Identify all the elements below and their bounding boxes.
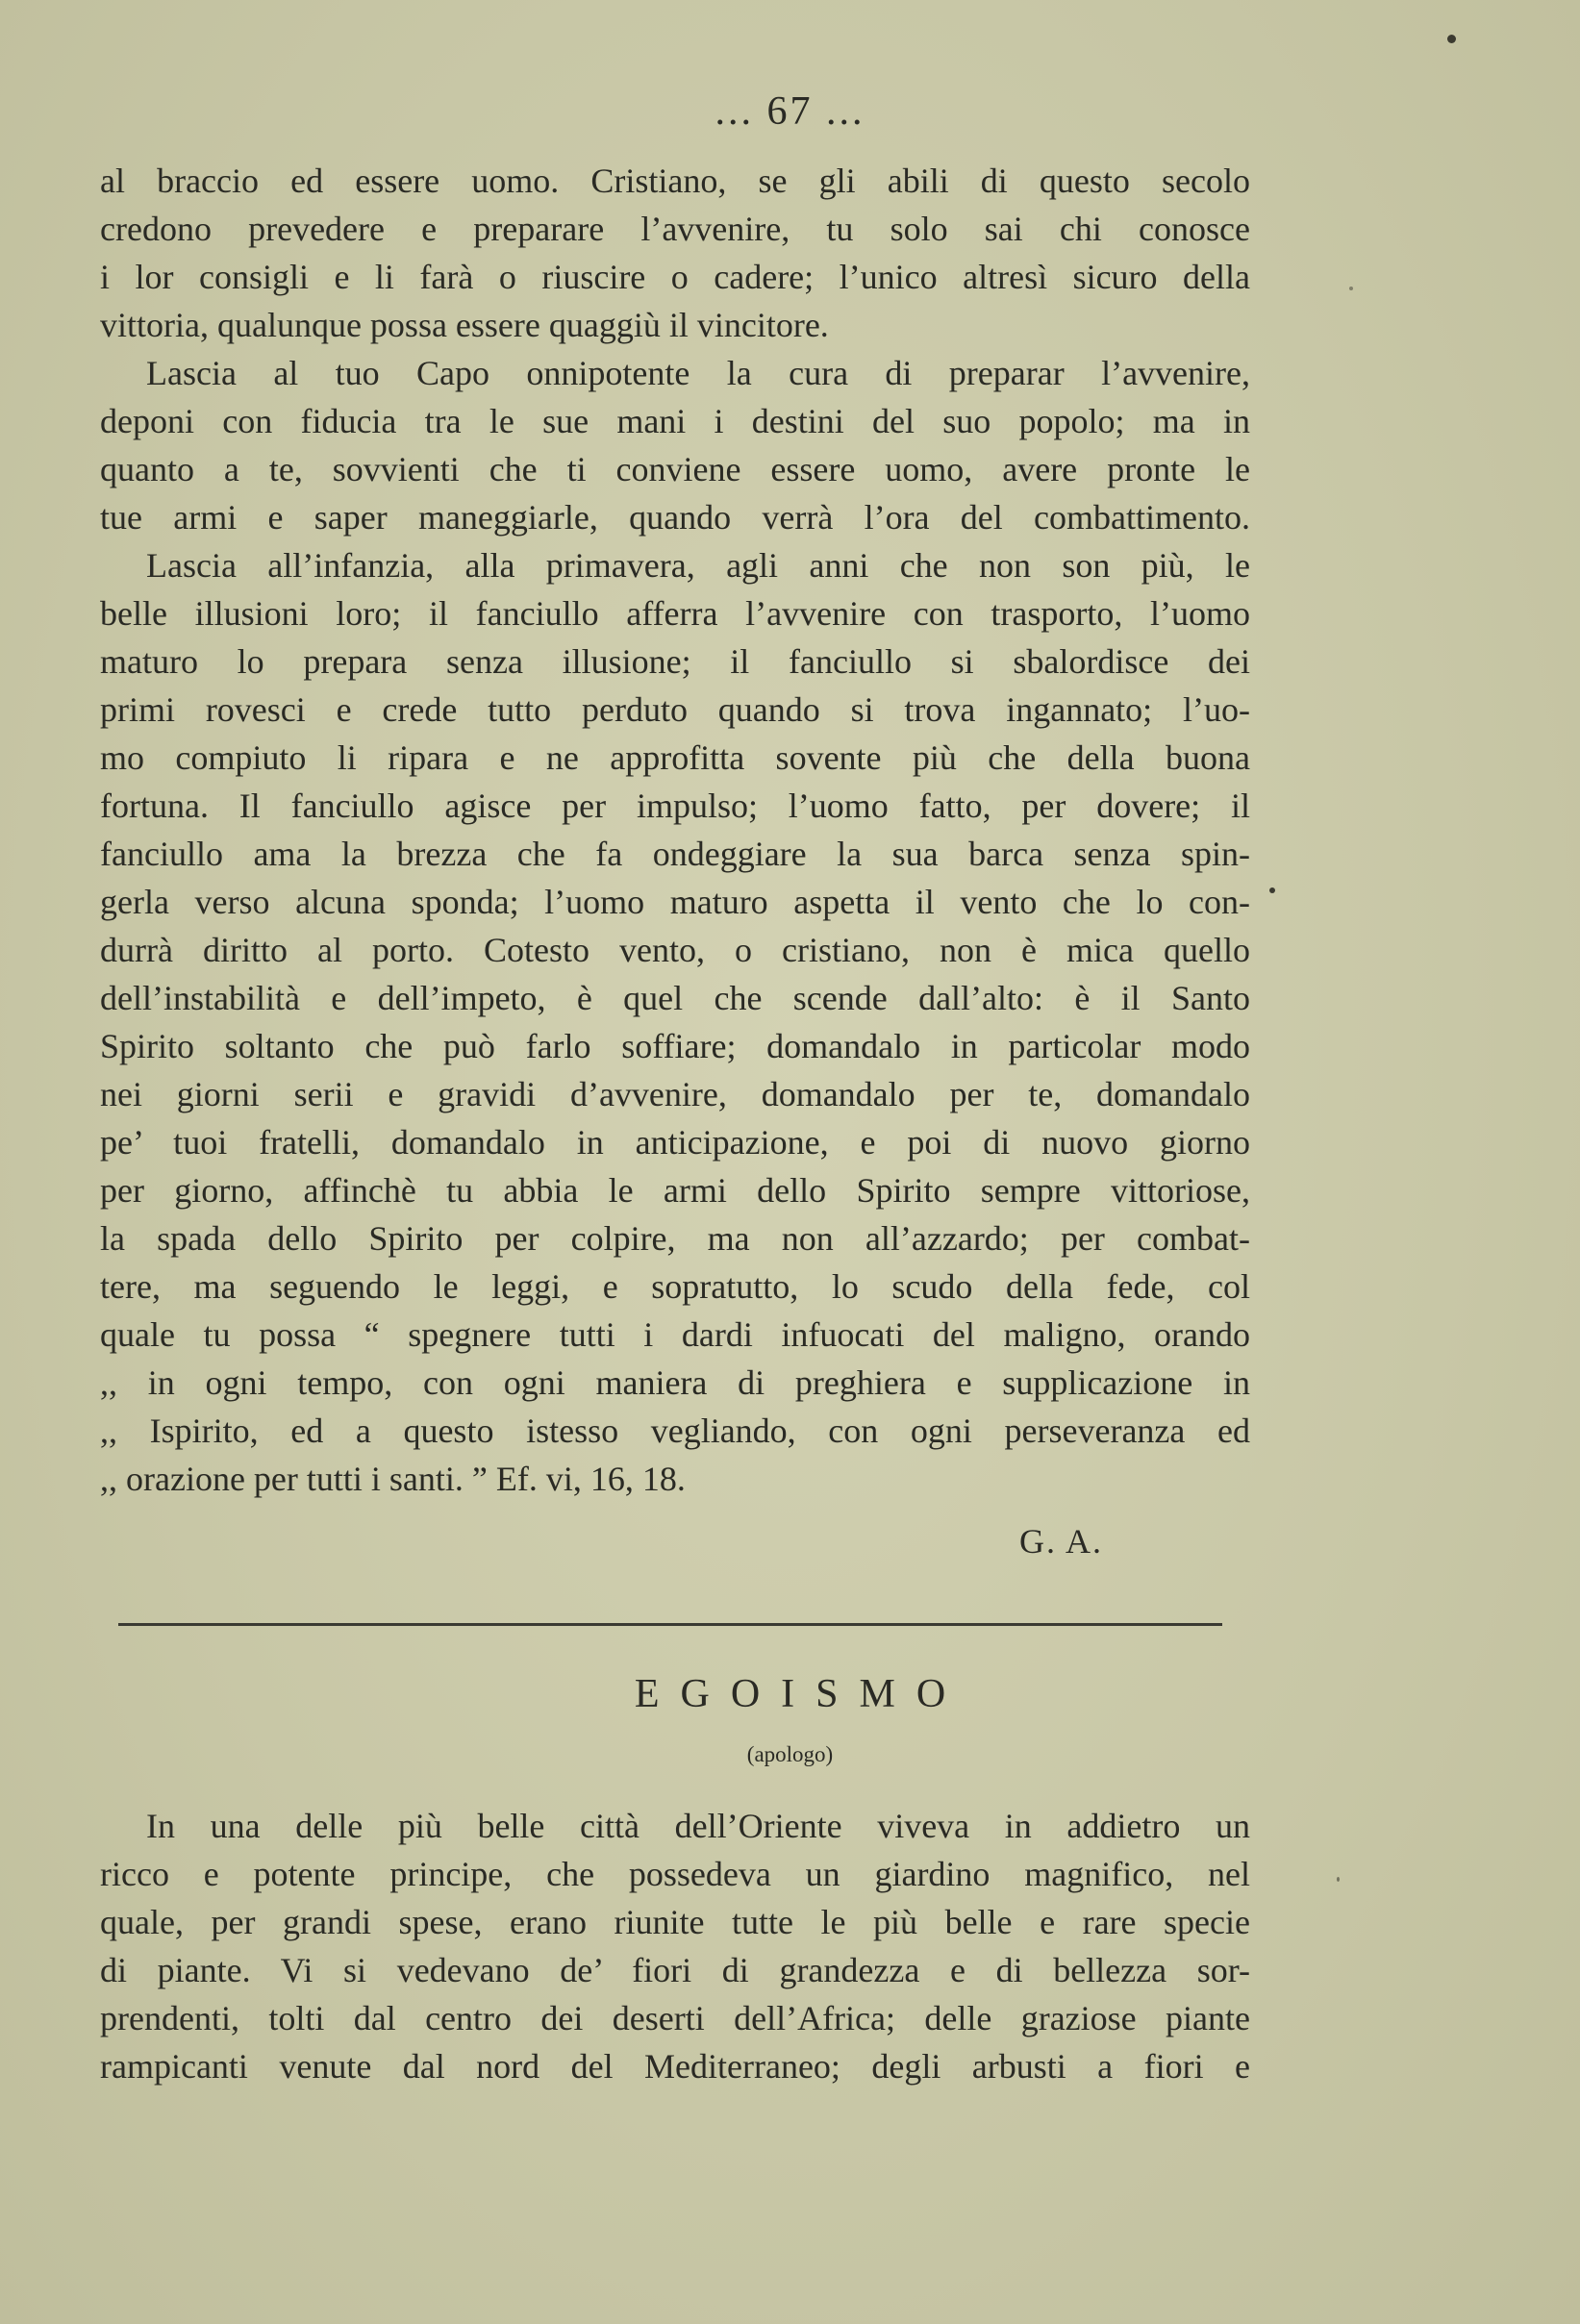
text-line: ,, in ogni tempo, con ogni maniera di preghiera e supplicazione in bbox=[100, 1363, 1250, 1402]
text-line: quanto a te, sovvienti che ti conviene essere uomo, avere pronte le bbox=[100, 450, 1250, 488]
text-line: Lascia all’infanzia, alla primavera, agli anni che non son più, le bbox=[146, 546, 1250, 585]
text-line: pe’ tuoi fratelli, domandalo in anticipazione, e poi di nuovo giorno bbox=[100, 1123, 1250, 1162]
text-line: credono prevedere e preparare l’avvenire, tu solo sai chi conosce bbox=[100, 210, 1250, 248]
section-divider bbox=[118, 1623, 1222, 1626]
paper-speck bbox=[1447, 35, 1456, 43]
text-line: al braccio ed essere uomo. Cristiano, se gli abili di questo secolo bbox=[100, 162, 1250, 200]
text-line: per giorno, affinchè tu abbia le armi dello Spirito sempre vittoriose, bbox=[100, 1171, 1250, 1210]
text-line: dell’instabilità e dell’impeto, è quel che scende dall’alto: è il Santo bbox=[100, 979, 1250, 1017]
text-line: ricco e potente principe, che possedeva un giardino magnifico, nel bbox=[100, 1855, 1250, 1893]
text-line: tue armi e saper maneggiarle, quando verrà l’ora del combattimento. bbox=[100, 498, 1250, 537]
author-signature: G. A. bbox=[1019, 1522, 1104, 1561]
text-line: ,, orazione per tutti i santi. ” Ef. vi, 16, 18. bbox=[100, 1460, 686, 1498]
paper-speck bbox=[1269, 887, 1275, 893]
text-line: Lascia al tuo Capo onnipotente la cura di preparar l’avvenire, bbox=[146, 354, 1250, 392]
text-line: durrà diritto al porto. Cotesto vento, o cristiano, non è mica quello bbox=[100, 931, 1250, 969]
text-line: fanciullo ama la brezza che fa ondeggiare la sua barca senza spin- bbox=[100, 835, 1250, 873]
text-line: nei giorni serii e gravidi d’avvenire, domandalo per te, domandalo bbox=[100, 1075, 1250, 1113]
article-2-body bbox=[100, 1802, 1250, 2090]
text-line: vittoria, qualunque possa essere quaggiù il vincitore. bbox=[100, 306, 829, 344]
section-subtitle: (apologo) bbox=[746, 1742, 834, 1766]
paper-speck bbox=[1337, 1877, 1340, 1882]
text-line: quale, per grandi spese, erano riunite tutte le più belle e rare specie bbox=[100, 1903, 1250, 1941]
section-title: EGOISMO bbox=[634, 1672, 967, 1716]
article-1-body bbox=[100, 157, 1250, 1503]
text-line: gerla verso alcuna sponda; l’uomo maturo aspetta il vento che lo con- bbox=[100, 883, 1250, 921]
text-line: fortuna. Il fanciullo agisce per impulso; l’uomo fatto, per dovere; il bbox=[100, 787, 1250, 825]
text-line: Spirito soltanto che può farlo soffiare; domandalo in particolar modo bbox=[100, 1027, 1250, 1065]
text-line: tere, ma seguendo le leggi, e sopratutto, lo scudo della fede, col bbox=[100, 1267, 1250, 1306]
text-line: la spada dello Spirito per colpire, ma non all’azzardo; per combat- bbox=[100, 1219, 1250, 1258]
text-line: belle illusioni loro; il fanciullo afferra l’avvenire con trasporto, l’uomo bbox=[100, 594, 1250, 633]
text-line: i lor consigli e li farà o riuscire o cadere; l’unico altresì sicuro della bbox=[100, 258, 1250, 296]
text-line: deponi con fiducia tra le sue mani i destini del suo popolo; ma in bbox=[100, 402, 1250, 440]
text-line: prendenti, tolti dal centro dei deserti dell’Africa; delle graziose piante bbox=[100, 1999, 1250, 2037]
text-line: ,, Ispirito, ed a questo istesso vegliando, con ogni perseveranza ed bbox=[100, 1412, 1250, 1450]
text-line: mo compiuto li ripara e ne approfitta sovente più che della buona bbox=[100, 738, 1250, 777]
paper-speck bbox=[1349, 287, 1353, 290]
text-line: rampicanti venute dal nord del Mediterraneo; degli arbusti a fiori e bbox=[100, 2047, 1250, 2086]
text-line: primi rovesci e crede tutto perduto quando si trova ingannato; l’uo- bbox=[100, 690, 1250, 729]
text-line: In una delle più belle città dell’Oriente viveva in addietro un bbox=[146, 1807, 1250, 1845]
text-line: quale tu possa “ spegnere tutti i dardi infuocati del maligno, orando bbox=[100, 1315, 1250, 1354]
text-line: maturo lo prepara senza illusione; il fanciullo si sbalordisce dei bbox=[100, 642, 1250, 681]
text-line: di piante. Vi si vedevano de’ fiori di grandezza e di bellezza sor- bbox=[100, 1951, 1250, 1989]
page-number: ... 67 ... bbox=[715, 89, 865, 134]
